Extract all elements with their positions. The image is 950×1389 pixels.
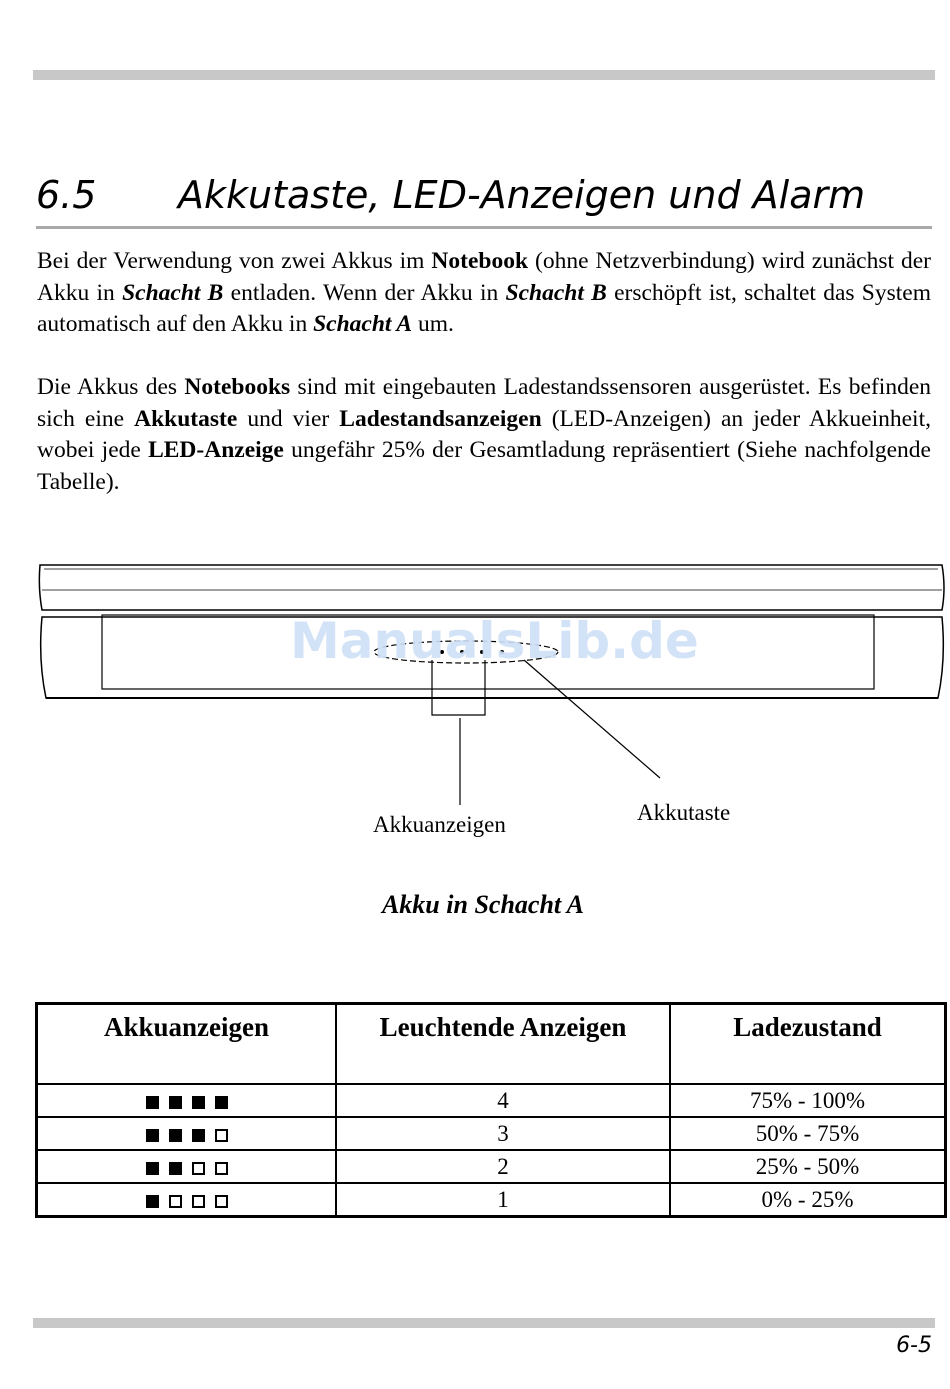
led-off-icon [192, 1162, 205, 1175]
table-row [37, 1117, 946, 1150]
led-on-icon [146, 1162, 159, 1175]
led-on-icon [146, 1129, 159, 1142]
led-pattern [37, 1183, 337, 1217]
led-on-icon [146, 1096, 159, 1109]
charge-cell: 25% - 50% [670, 1150, 946, 1183]
section-number: 6.5 [36, 173, 97, 217]
paragraph-1: Bei der Verwendung von zwei Akkus im Notebook (ohne Netzverbindung) wird zunächst der Akku in Schacht B entladen. Wenn der Akku in Schacht B erschöpft ist, schaltet das System automatisch auf den Akku in Schacht A um. [37, 248, 932, 337]
led-on-icon [192, 1096, 205, 1109]
table-row [37, 1183, 946, 1217]
battery-status-table [35, 1002, 947, 1218]
led-on-icon [169, 1129, 182, 1142]
led-pattern [37, 1084, 337, 1117]
charge-cell: 50% - 75% [670, 1117, 946, 1150]
table-row [37, 1150, 946, 1183]
battery-button-label: Akkutaste [637, 800, 731, 825]
lit-count-cell: 2 [336, 1150, 670, 1183]
lit-count-cell: 1 [336, 1183, 670, 1217]
led-off-icon [215, 1162, 228, 1175]
section-title: Akkutaste, LED-Anzeigen und Alarm [178, 173, 866, 217]
led-off-icon [215, 1129, 228, 1142]
led-off-icon [192, 1195, 205, 1208]
led-pattern [37, 1150, 337, 1183]
top-rule [33, 70, 935, 80]
header-indicators: Akkuanzeigen [37, 1004, 337, 1085]
led-pattern [37, 1117, 337, 1150]
bottom-rule [33, 1318, 935, 1328]
led-on-icon [192, 1129, 205, 1142]
led-on-icon [215, 1096, 228, 1109]
table-row [37, 1084, 946, 1117]
paragraph-2: Die Akkus des Notebooks sind mit eingebauten Ladestandssensoren ausgerüstet. Es befinden sich eine Akkutaste und vier Ladestandsanzeigen (LED-Anzeigen) an jeder Akkueinheit, wobei jede LED-Anzeige ungefähr 25% der Gesamtladung repräsentiert (Siehe nachfolgende Tabelle). [37, 374, 932, 495]
table-caption: Akku in Schacht A [381, 890, 585, 919]
header-charge: Ladezustand [670, 1004, 946, 1085]
lit-count-cell: 4 [336, 1084, 670, 1117]
page-number: 6-5 [896, 1333, 932, 1358]
led-on-icon [169, 1162, 182, 1175]
charge-cell: 75% - 100% [670, 1084, 946, 1117]
led-on-icon [169, 1096, 182, 1109]
led-off-icon [169, 1195, 182, 1208]
lit-count-cell: 3 [336, 1117, 670, 1150]
header-lit-count: Leuchtende Anzeigen [336, 1004, 670, 1085]
led-off-icon [215, 1195, 228, 1208]
indicators-label: Akkuanzeigen [373, 812, 506, 837]
watermark: ManualsLib.de [290, 612, 699, 670]
charge-cell: 0% - 25% [670, 1183, 946, 1217]
led-on-icon [146, 1195, 159, 1208]
section-heading [36, 170, 932, 229]
table-header-row [37, 1004, 946, 1085]
